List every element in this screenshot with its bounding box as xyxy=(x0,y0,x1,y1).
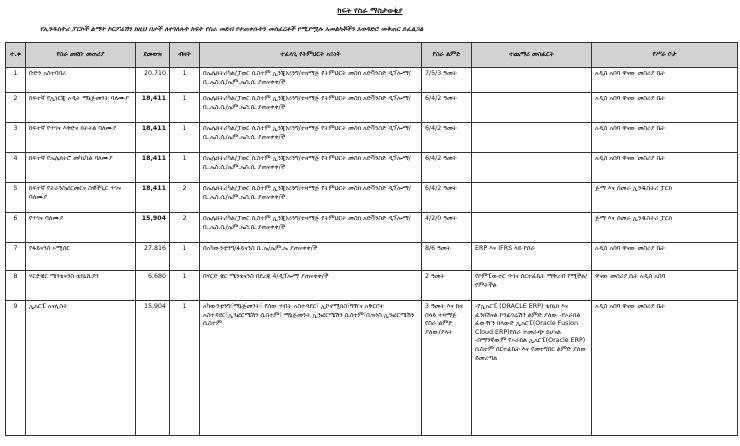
cell-position-title: ቡድን አስተባባሪ xyxy=(26,68,136,93)
cell-work-location: አዲስ አበባ ዋናው መስሪያ ቤት xyxy=(592,243,738,271)
cell-extra-requirements xyxy=(472,68,592,93)
cell-number: 6 xyxy=(6,213,26,243)
cell-position-title: ሃርድዌር ሜንቴናንስ ቴክኒሺያን xyxy=(26,271,136,301)
table-row xyxy=(6,153,738,183)
header-position-title: የስራ መደቡ መጠሪያ xyxy=(26,43,136,68)
cell-education: በአካውንቲንግ/ፋይናንስ ቢ.ኤ/ኤም.ኤ ያጠናቀቀ/ች xyxy=(200,243,422,271)
cell-number: 5 xyxy=(6,183,26,213)
cell-position-title: ኢአርፒ አናሊስት xyxy=(26,301,136,436)
table-row xyxy=(6,301,738,436)
cell-position-title: የፋይናንስ ኦሚሰር xyxy=(26,243,136,271)
cell-number: 7 xyxy=(6,243,26,271)
cell-education: በኤሌክትሪካል/ፓወር ሲስተም ኢንጂነሪንግ/ተዛማጅ የትምህርት መስክ አድቫንስድ ዲፕሎማ/ቢ.ኤስ.ሲ/ኤም.ኤስ.ሲ ያጠናቀቀ/ች xyxy=(200,183,422,213)
cell-experience: 6/4/2 ዓመት xyxy=(422,183,472,213)
cell-quantity: 1 xyxy=(170,93,200,123)
cell-experience: 4/2/0 ዓመት xyxy=(422,213,472,243)
cell-salary: 6,680 xyxy=(136,271,170,301)
cell-quantity: 1 xyxy=(170,271,200,301)
cell-number: 4 xyxy=(6,153,26,183)
cell-education: በኤሌክትሪካል/ፓወር ሲስተም ኢንጂነሪንግ/ተዛማጅ የትምህርት መስክ አድቫንስድ ዲፕሎማ/ቢ.ኤስ.ሲ/ኤም.ኤስ.ሲ ያጠናቀቀ/ች xyxy=(200,93,422,123)
cell-salary: 15,904 xyxy=(136,301,170,436)
cell-position-title: ከፍተኛ የኢነርጂ ኦዲት ማኔጅመንት ባለሙያ xyxy=(26,93,136,123)
header-experience: የስራ ልምድ xyxy=(422,43,472,68)
cell-quantity: 1 xyxy=(170,301,200,436)
cell-extra-requirements xyxy=(472,213,592,243)
cell-education: በኤሌክትሪካል/ፓወር ሲስተም ኢንጂነሪንግ/ተዛማጅ የትምህርት መስክ አድቫንስድ ዲፕሎማ/ቢ.ኤስ.ሲ/ኤም.ኤስ.ሲ ያጠናቀቀ/ች xyxy=(200,213,422,243)
cell-extra-requirements xyxy=(472,153,592,183)
vacancy-table xyxy=(5,42,738,436)
cell-number: 1 xyxy=(6,68,26,93)
table-body xyxy=(6,68,738,436)
table-header-row xyxy=(6,43,738,68)
cell-number: 9 xyxy=(6,301,26,436)
cell-extra-requirements xyxy=(472,123,592,153)
table-row xyxy=(6,93,738,123)
header-salary: ደመወዝ xyxy=(136,43,170,68)
cell-education: አካውንቲንግ፣ማኔጅመንት፣ የሰው ሃብት አስተዳደር፣ ኢኮኖሚክስ፣ግዥና አቅርቦት አስተዳደር፣ኢንፎርሜሽን ሲስተም፣ ማኔጅመንት ኢንፎርሜሽን ሲስተም፣ቢዝነስ ኢንፎርሜሽን ሲስተም xyxy=(200,301,422,436)
cell-education: በኤሌክትሪካል/ፓወር ሲስተም ኢንጂነሪንግ/ተዛማጅ የትምህርት መስክ አድቫንስድ ዲፕሎማ/ቢ.ኤስ.ሲ/ኤም.ኤስ.ሲ ያጠናቀቀ/ች xyxy=(200,123,422,153)
cell-work-location: ጅማ እና ሰመራ ኢንዱስትሪ ፓርክ xyxy=(592,183,738,213)
cell-position-title: ከፍተኛ የትራንስፎርመርና ስዊችጊር ጥገና ባለሙያ xyxy=(26,183,136,213)
cell-position-title: ከፍተኛ የጥገና እቅድና ክትትል ባለሙያ xyxy=(26,123,136,153)
cell-experience: 6/4/2 ዓመት xyxy=(422,153,472,183)
cell-salary: 18,411 xyxy=(136,123,170,153)
cell-salary: 18,411 xyxy=(136,183,170,213)
cell-number: 8 xyxy=(6,271,26,301)
table-row xyxy=(6,123,738,153)
cell-experience: 3 ዓመት እና ከዛ በላይ ተዛማጅ የስራ ልምድ ያለው/ያላት xyxy=(422,301,472,436)
cell-work-location: አዲስ አበባ ዋናው መስሪያ ቤት xyxy=(592,93,738,123)
cell-work-location: ዋናው መስሪያ ቤት አዲስ አበባ xyxy=(592,271,738,301)
table-row xyxy=(6,183,738,213)
cell-education: በኤሌክትሪካል/ፓወር ሲስተም ኢንጂነሪንግ/ተዛማጅ የትምህርት መስክ አድቫንስድ ዲፕሎማ/ቢ.ኤስ.ሲ/ኤም.ኤስ.ሲ ያጠናቀቀ/ች xyxy=(200,68,422,93)
cell-salary: 15,904 xyxy=(136,213,170,243)
cell-experience: 2 ዓመት xyxy=(422,271,472,301)
cell-quantity: 1 xyxy=(170,153,200,183)
cell-extra-requirements xyxy=(472,93,592,123)
cell-position-title: የጥገና ባለሙያ xyxy=(26,213,136,243)
cell-extra-requirements xyxy=(472,183,592,213)
cell-experience: 7/5/3 ዓመት xyxy=(422,68,472,93)
cell-experience: 8/6 ዓመት xyxy=(422,243,472,271)
document-title: ክፍት የስራ ማስታወቂያ xyxy=(337,6,403,15)
cell-work-location: አዲስ አበባ ዋናው መስሪያ ቤት xyxy=(592,153,738,183)
cell-extra-requirements: -የኢአርፒ (ORACLE ERP) ቴክኒክ እና ፈንክሽናል ኮንፊገሬሽን ልምድ ያለው -የኦራክል ፊውዥን ክላውድ ኢአርፒ(Oracle Fusion Cloud ERP)የሰራ ተመራጭ ይሆናል -በማንኛውም የኦራክል ኢአርፒ(Oracle ERP) ሲስተም ሰርተፊኬት እና የመተግበር ልምድ ያለው ይመረጣል xyxy=(472,301,592,436)
table-row xyxy=(6,68,738,93)
header-quantity: ብዛት xyxy=(170,43,200,68)
header-extra-requirements: ተጨማሪ መስፈርት xyxy=(472,43,592,68)
cell-work-location: አዲስ አበባ ዋናው መስሪያ ቤት xyxy=(592,301,738,436)
cell-quantity: 1 xyxy=(170,123,200,153)
table-row xyxy=(6,213,738,243)
cell-salary: 20,710 xyxy=(136,68,170,93)
cell-experience: 6/4/2 ዓመት xyxy=(422,93,472,123)
cell-work-location: አዲስ አበባ ዋናው መስሪያ ቤት xyxy=(592,68,738,93)
header-work-location: የሥራ ቦታ xyxy=(592,43,738,68)
cell-education: በሃርድ ዌር ሜንቴናንስ በደረጃ 4/ዲፕሎማ ያጠናቀቀ/ች xyxy=(200,271,422,301)
cell-number: 2 xyxy=(6,93,26,123)
cell-number: 3 xyxy=(6,123,26,153)
cell-work-location: ጅማ እና ሰመራ ኢንዱስትሪ ፓርክ xyxy=(592,213,738,243)
cell-quantity: 1 xyxy=(170,68,200,93)
cell-quantity: 1 xyxy=(170,243,200,271)
cell-experience: 6/4/2 ዓመት xyxy=(422,123,472,153)
cell-position-title: ከፍተኛ የኤሌክትሮ መካኒካል ባለሙያ xyxy=(26,153,136,183)
cell-salary: 18,411 xyxy=(136,153,170,183)
header-number: ተ.ቁ xyxy=(6,43,26,68)
cell-work-location: አዲስ አበባ ዋናው መስሪያ ቤት xyxy=(592,123,738,153)
cell-salary: 18,411 xyxy=(136,93,170,123)
cell-salary: 27,816 xyxy=(136,243,170,271)
cell-extra-requirements: ERP እና IFRS ላይ የሰራ xyxy=(472,243,592,271)
cell-quantity: 2 xyxy=(170,183,200,213)
cell-extra-requirements: የኮምፒውተር ጥገና ሰርተፊኬት ማቅረብ የሚችል/የምትችል xyxy=(472,271,592,301)
table-row xyxy=(6,243,738,271)
document-subtitle: የኢንዱስትሪ ፓርኮች ልማት ኮርፖሬሽን ከዚህ በታች ለተገለጹት ክፍት የስራ መደብ የተጠቀሱትን መስፈርቶች የሚያሟሉ አመልካቾችን አወዳድሮ መቅጠር ይፈልጋል xyxy=(40,25,424,33)
header-education: ተፈላጊ የትምህርት አይነት xyxy=(200,43,422,68)
cell-quantity: 2 xyxy=(170,213,200,243)
table-row xyxy=(6,271,738,301)
cell-education: በኤሌክትሪካል/ፓወር ሲስተም ኢንጂነሪንግ/ተዛማጅ የትምህርት መስክ አድቫንስድ ዲፕሎማ/ቢ.ኤስ.ሲ/ኤም.ኤስ.ሲ ያጠናቀቀ/ች xyxy=(200,153,422,183)
